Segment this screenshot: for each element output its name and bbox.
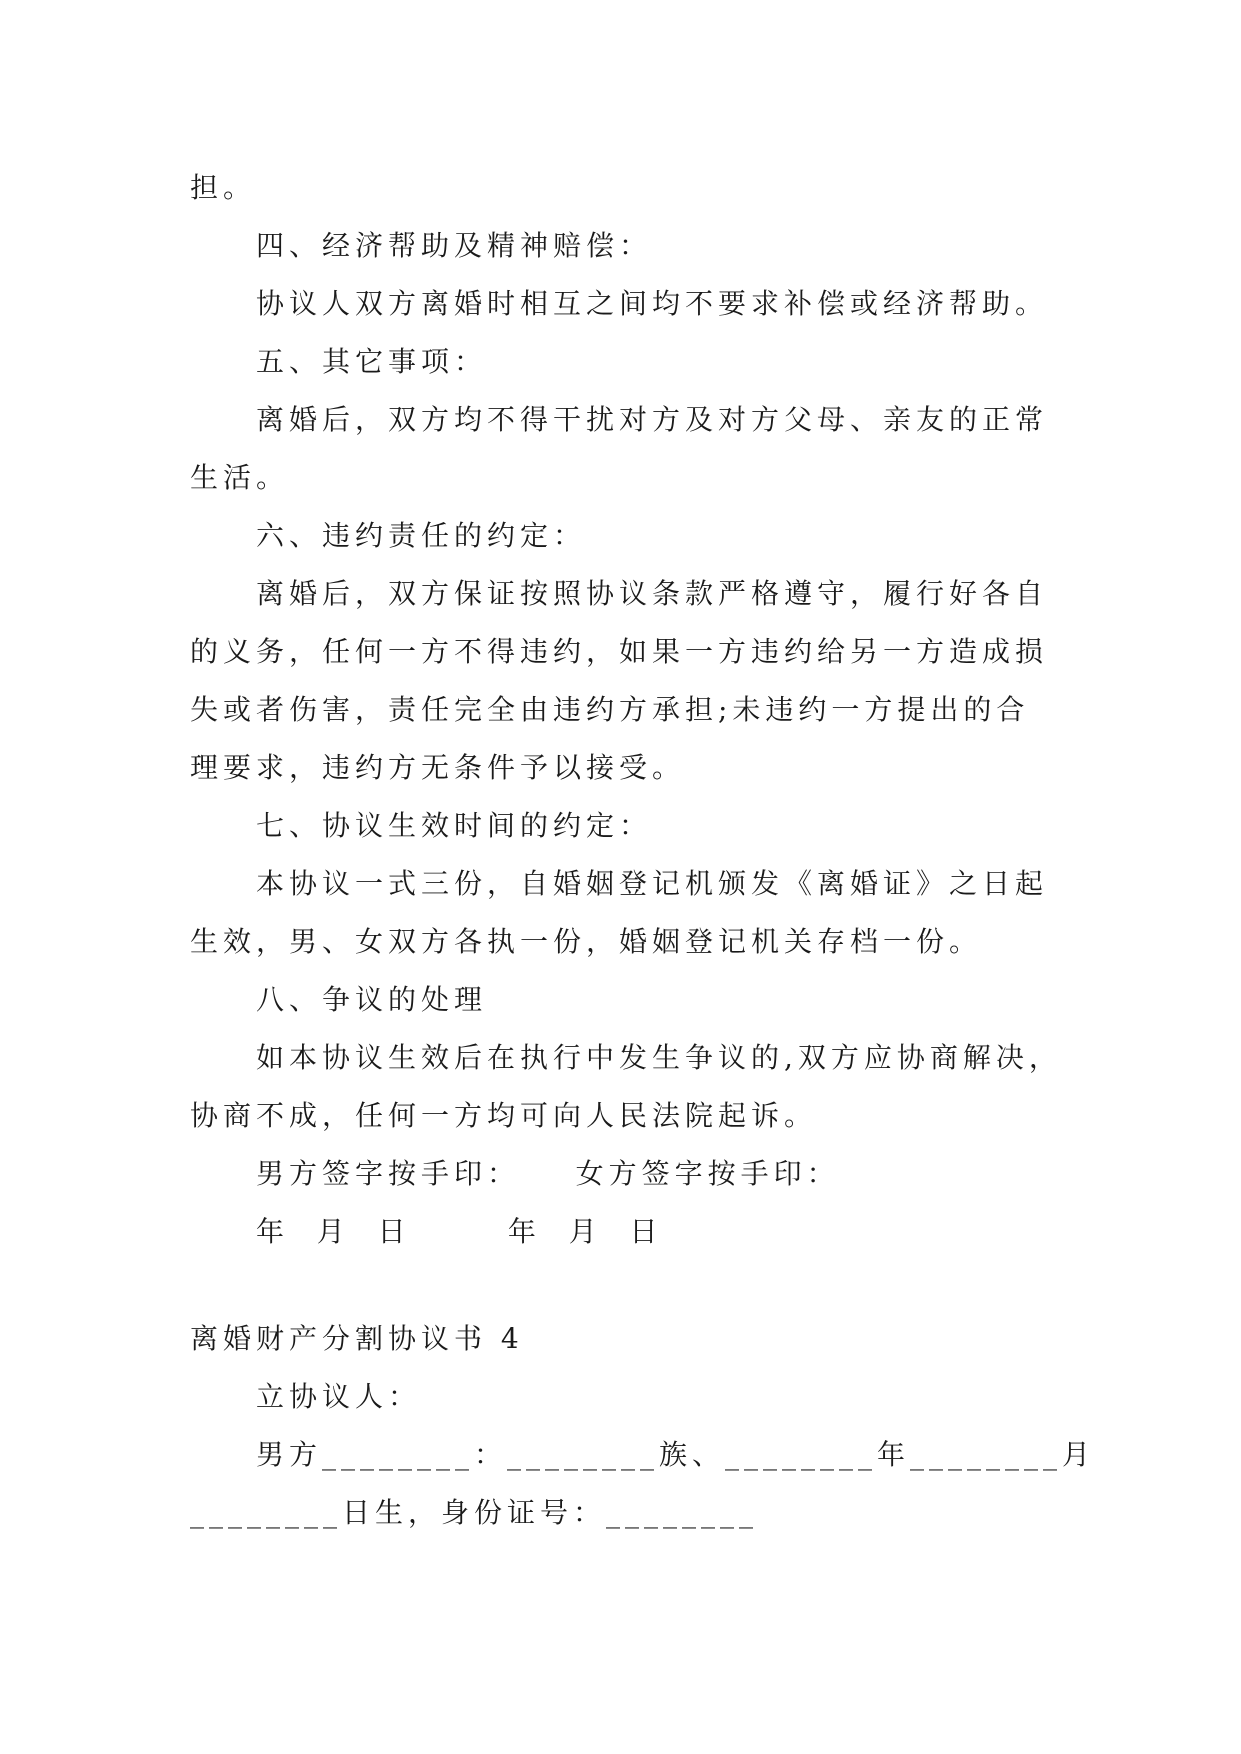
paragraph-line: 本协议一式三份，自婚姻登记机颁发《离婚证》之日起 bbox=[256, 867, 1049, 900]
section-heading: 四、经济帮助及精神赔偿： bbox=[256, 229, 653, 262]
section-heading: 五、其它事项： bbox=[256, 345, 488, 378]
paragraph-line: 协议人双方离婚时相互之间均不要求补偿或经济帮助。 bbox=[256, 287, 1049, 320]
form-field-line: ________日生，身份证号：________ bbox=[190, 1496, 759, 1529]
paragraph-line: 理要求，违约方无条件予以接受。 bbox=[190, 751, 686, 784]
paragraph-line: 担。 bbox=[190, 171, 257, 204]
paragraph-line: 协商不成，任何一方均可向人民法院起诉。 bbox=[190, 1099, 818, 1132]
form-field-line: 男方________：________族、________年________月 bbox=[256, 1438, 1096, 1471]
paragraph-line: 生活。 bbox=[190, 461, 290, 494]
paragraph-line: 生效，男、女双方各执一份，婚姻登记机关存档一份。 bbox=[190, 925, 983, 958]
document-title: 离婚财产分割协议书 4 bbox=[190, 1322, 524, 1355]
paragraph-line: 失或者伤害，责任完全由违约方承担;未违约一方提出的合 bbox=[190, 693, 1030, 726]
signature-line: 男方签字按手印： 女方签字按手印： bbox=[256, 1157, 840, 1190]
section-heading: 六、违约责任的约定： bbox=[256, 519, 587, 552]
date-line: 年 月 日 年 月 日 bbox=[256, 1215, 663, 1248]
paragraph-line: 如本协议生效后在执行中发生争议的,双方应协商解决， bbox=[256, 1041, 1062, 1074]
paragraph-line: 离婚后，双方均不得干扰对方及对方父母、亲友的正常 bbox=[256, 403, 1049, 436]
section-heading: 八、争议的处理 bbox=[256, 983, 488, 1016]
paragraph-line: 立协议人： bbox=[256, 1380, 422, 1413]
section-heading: 七、协议生效时间的约定： bbox=[256, 809, 653, 842]
paragraph-line: 离婚后，双方保证按照协议条款严格遵守，履行好各自 bbox=[256, 577, 1049, 610]
paragraph-line: 的义务，任何一方不得违约，如果一方违约给另一方造成损 bbox=[190, 635, 1049, 668]
